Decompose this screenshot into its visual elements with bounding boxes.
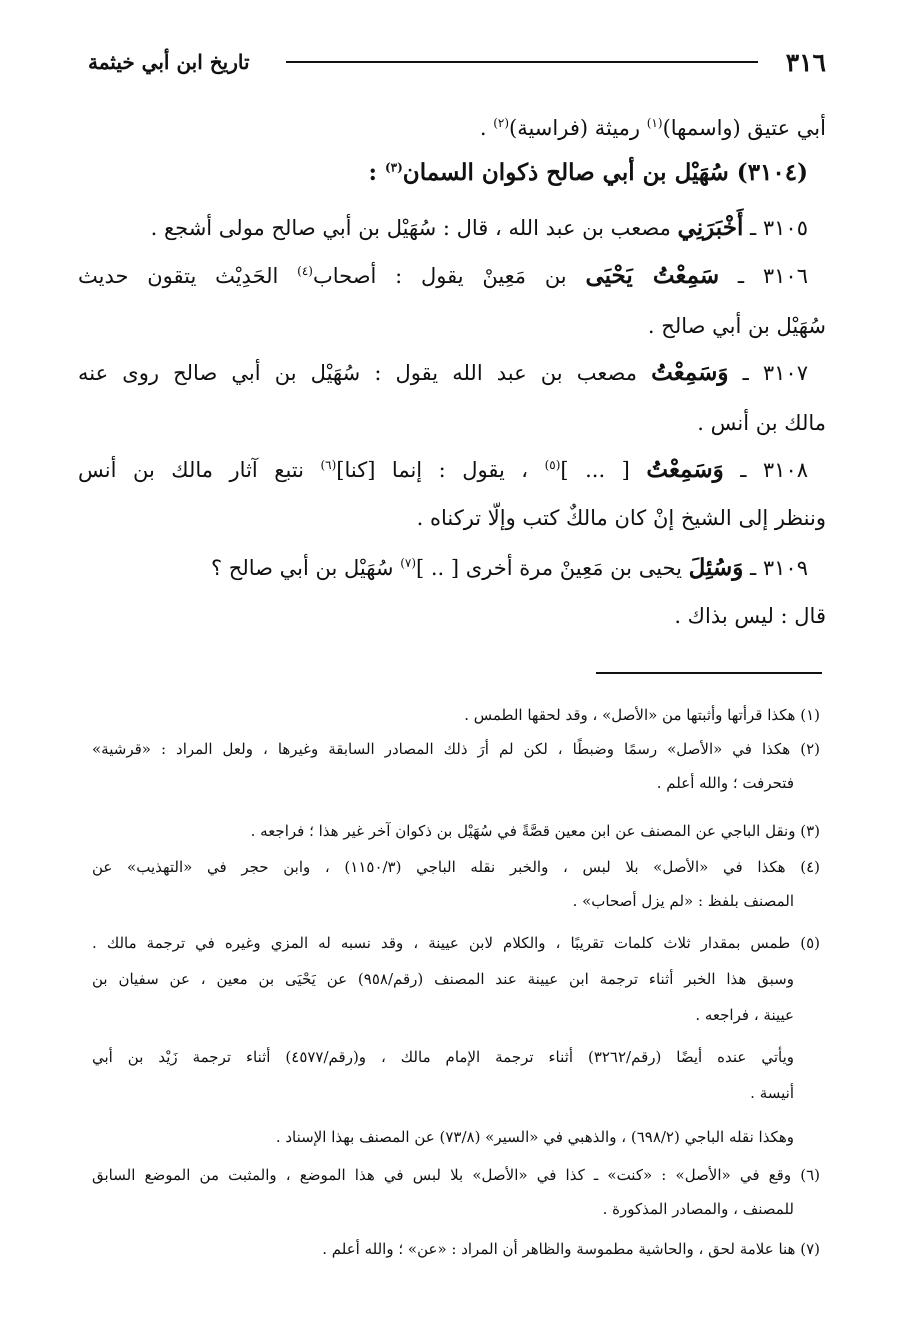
footnote-line: وهكذا نقله الباجي (٦٩٨/٢) ، والذهبي في «السير» (٧٣/٨) عن المصنف بهذا الإسناد . — [275, 1128, 794, 1146]
entry-3108: ٣١٠٨ ـ وَسَمِعْتُ [ ... ]$^{(٥)}$ ، يقول : إنما [كنا]$^{(٦)}$ نتبع آثار مالك بن أنس — [78, 456, 809, 483]
footnote-line: وسبق هذا الخبر أثناء ترجمة ابن عيينة عند المصنف (رقم/٩٥٨) عن يَحْيَى بن معين ، عن سفيان بن — [92, 970, 794, 988]
entry-3109: ٣١٠٩ ـ وَسُئِلَ يحيى بن مَعِينْ مرة أخرى [ .. ]$^{(٧)}$ سُهَيْل بن أبي صالح ؟ — [210, 554, 808, 581]
footnote-separator — [596, 672, 822, 674]
page-header — [88, 40, 826, 84]
text-line: سُهَيْل بن أبي صالح . — [647, 314, 826, 338]
footnote-line: (٦) وقع في «الأصل» : «كنت» ـ كذا في «الأصل» بلا لبس في هذا الموضع ، والمثبت من الموضع السابق — [92, 1166, 820, 1184]
running-title: تاريخ ابن أبي خيثمة — [88, 50, 250, 74]
footnote-line: أنيسة . — [750, 1084, 794, 1102]
footnote-line: المصنف بلفظ : «لم يزل أصحاب» . — [572, 892, 794, 910]
header-rule — [286, 61, 758, 63]
footnote-line: (٤) هكذا في «الأصل» بلا لبس ، والخبر نقله الباجي (١١٥٠/٣) ، وابن حجر في «التهذيب» عن — [92, 858, 821, 876]
footnote-line: (٣) ونقل الباجي عن المصنف عن ابن معين قصَّةً في سُهَيْل بن ذكوان آخر غير هذا ؛ فراجعه . — [250, 822, 820, 840]
footnote-line: فتحرفت ؛ والله أعلم . — [656, 774, 794, 792]
footnote-line: (١) هكذا قرأتها وأثبتها من «الأصل» ، وقد لحقها الطمس . — [464, 706, 820, 724]
section-heading: (٣١٠٤) سُهَيْل بن أبي صالح ذكوان السمان$^{(٣)}$ : — [368, 159, 808, 186]
text-line: أبي عتيق (واسمها)$^{(١)}$ رميثة (فراسية)$^{(٢)}$ . — [479, 116, 826, 140]
footnote-line: (٢) هكذا في «الأصل» رسمًا وضبطًا ، لكن لم أرَ ذلك المصادر السابقة وغيرها ، ولعل المراد : «قرشية» — [92, 740, 820, 758]
entry-3106: ٣١٠٦ ـ سَمِعْتُ يَحْيَى بن مَعِينْ يقول : أصحاب$^{(٤)}$ الحَدِيْث يتقون حديث — [78, 262, 808, 289]
footnote-line: ويأتي عنده أيضًا (رقم/٣٢٦٢) أثناء ترجمة الإمام مالك ، و(رقم/٤٥٧٧) أثناء ترجمة زَيْد بن أبي — [92, 1048, 794, 1066]
entry-3105: ٣١٠٥ ـ أَخْبَرَنِي مصعب بن عبد الله ، قال : سُهَيْل بن أبي صالح مولى أشجع . — [150, 214, 808, 241]
text-line: قال : ليس بذاك . — [674, 604, 826, 628]
entry-3107: ٣١٠٧ ـ وَسَمِعْتُ مصعب بن عبد الله يقول : سُهَيْل بن أبي صالح روى عنه — [78, 359, 808, 386]
footnote-line: (٥) طمس بمقدار ثلاث كلمات تقريبًا ، والكلام لابن عيينة ، وقد نسبه له المزي وغيره في ترجمة مالك . — [92, 934, 820, 952]
text-line: وننظر إلى الشيخ إنْ كان مالكٌ كتب وإلّا تركناه . — [416, 506, 826, 530]
page-number: ٣١٦ — [785, 47, 826, 77]
footnote-line: للمصنف ، والمصادر المذكورة . — [602, 1200, 794, 1218]
footnote-line: عيينة ، فراجعه . — [695, 1006, 794, 1024]
footnote-line: (٧) هنا علامة لحق ، والحاشية مطموسة والظاهر أن المراد : «عن» ؛ والله أعلم . — [322, 1240, 820, 1258]
text-line: مالك بن أنس . — [697, 411, 826, 435]
